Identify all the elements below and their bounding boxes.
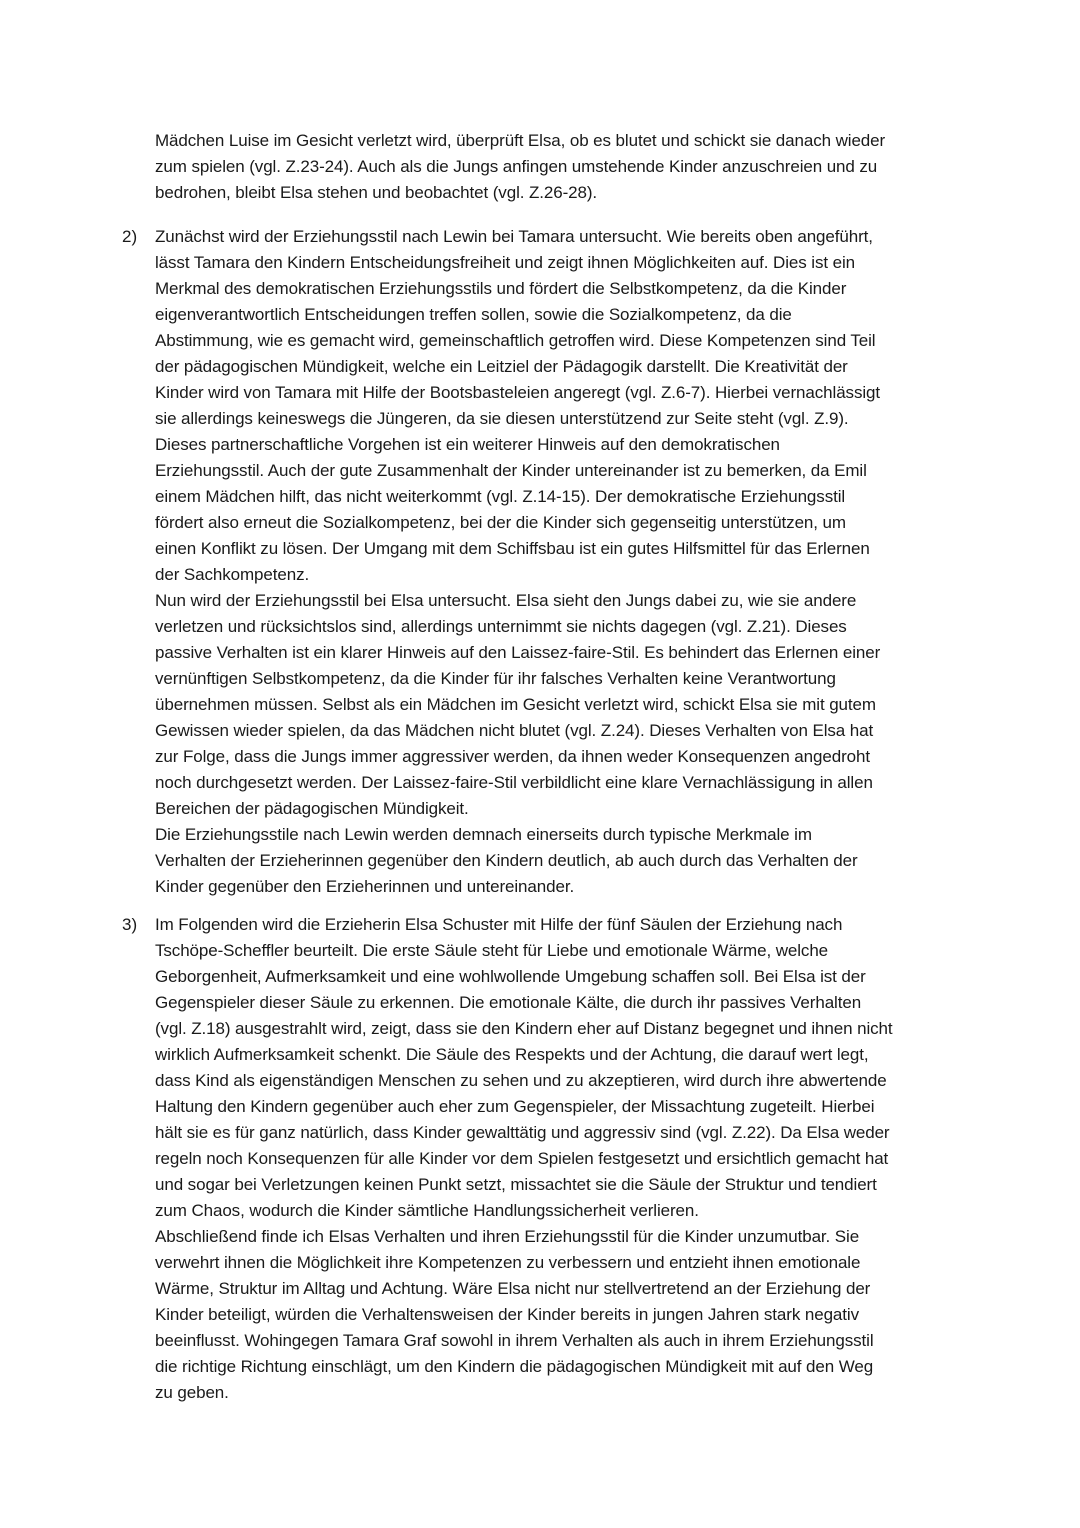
text-line: Bereichen der pädagogischen Mündigkeit. bbox=[155, 799, 469, 818]
text-line: Kinder gegenüber den Erzieherinnen und untereinander. bbox=[155, 877, 575, 896]
text-line: bedrohen, bleibt Elsa stehen und beobachtet (vgl. Z.26-28). bbox=[155, 183, 598, 202]
text-line: beeinflusst. Wohingegen Tamara Graf sowohl in ihrem Verhalten als auch in ihrem Erziehungsstil bbox=[155, 1331, 874, 1350]
text-line: Im Folgenden wird die Erzieherin Elsa Schuster mit Hilfe der fünf Säulen der Erziehung nach bbox=[155, 915, 843, 934]
section-3-number: 3) bbox=[122, 915, 138, 934]
text-line: Abschließend finde ich Elsas Verhalten und ihren Erziehungsstil für die Kinder unzumutbar. Sie bbox=[155, 1227, 860, 1246]
text-line: verwehrt ihnen die Möglichkeit ihre Kompetenzen zu verbessern und entzieht ihnen emotionale bbox=[155, 1253, 861, 1272]
text-line: der pädagogischen Mündigkeit, welche ein Leitziel der Pädagogik darstellt. Die Kreativität der bbox=[155, 357, 848, 376]
text-line: zum spielen (vgl. Z.23-24). Auch als die Jungs anfingen umstehende Kinder anzuschreien und zu bbox=[155, 157, 878, 176]
text-line: regeln noch Konsequenzen für alle Kinder vor dem Spielen festgesetzt und ersichtlich gemacht hat bbox=[155, 1149, 889, 1168]
text-line: Nun wird der Erziehungsstil bei Elsa untersucht. Elsa sieht den Jungs dabei zu, wie sie andere bbox=[155, 591, 857, 610]
text-line: Tschöpe-Scheffler beurteilt. Die erste Säule steht für Liebe und emotionale Wärme, welche bbox=[155, 941, 829, 960]
text-line: Zunächst wird der Erziehungsstil nach Lewin bei Tamara untersucht. Wie bereits oben angeführt, bbox=[155, 227, 873, 246]
text-line: einen Konflikt zu lösen. Der Umgang mit dem Schiffsbau ist ein gutes Hilfsmittel für das Erlernen bbox=[155, 539, 870, 558]
intro-paragraph bbox=[155, 128, 955, 206]
text-line: sie allerdings keineswegs die Jüngeren, da sie diesen unterstützend zur Seite steht (vgl. Z.9). bbox=[155, 409, 849, 428]
text-line: zur Folge, dass die Jungs immer aggressiver werden, da ihnen weder Konsequenzen angedroht bbox=[155, 747, 870, 766]
text-line: Kinder beteiligt, würden die Verhaltensweisen der Kinder bereits in jungen Jahren stark negativ bbox=[155, 1305, 859, 1324]
text-line: Kinder wird von Tamara mit Hilfe der Bootsbasteleien angeregt (vgl. Z.6-7). Hierbei vernachlässigt bbox=[155, 383, 881, 402]
text-line: eigenverantwortlich Entscheidungen treffen sollen, sowie die Sozialkompetenz, da die bbox=[155, 305, 792, 324]
section-2-number: 2) bbox=[122, 227, 138, 246]
text-line: hält sie es für ganz natürlich, dass Kinder gewalttätig und aggressiv sind (vgl. Z.22). Da Elsa weder bbox=[155, 1123, 890, 1142]
section-3-paragraph bbox=[155, 912, 955, 1406]
text-line: passive Verhalten ist ein klarer Hinweis auf den Laissez-faire-Stil. Es behindert das Erlernen einer bbox=[155, 643, 881, 662]
text-line: Wärme, Struktur im Alltag und Achtung. Wäre Elsa nicht nur stellvertretend an der Erziehung der bbox=[155, 1279, 871, 1298]
text-line: verletzen und rücksichtslos sind, allerdings unternimmt sie nichts dagegen (vgl. Z.21). Dieses bbox=[155, 617, 847, 636]
text-line: Abstimmung, wie es gemacht wird, gemeinschaftlich getroffen wird. Diese Kompetenzen sind Teil bbox=[155, 331, 876, 350]
text-line: (vgl. Z.18) ausgestrahlt wird, zeigt, dass sie den Kindern eher auf Distanz begegnet und ihnen nicht bbox=[155, 1019, 893, 1038]
text-line: Merkmal des demokratischen Erziehungsstils und fördert die Selbstkompetenz, da die Kinder bbox=[155, 279, 847, 298]
text-line: einem Mädchen hilft, das nicht weiterkommt (vgl. Z.14-15). Der demokratische Erziehungsstil bbox=[155, 487, 846, 506]
text-line: zu geben. bbox=[155, 1383, 229, 1402]
text-line: und sogar bei Verletzungen keinen Punkt setzt, missachtet sie die Säule der Struktur und tendiert bbox=[155, 1175, 877, 1194]
text-line: der Sachkompetenz. bbox=[155, 565, 310, 584]
text-line: die richtige Richtung einschlägt, um den Kindern die pädagogischen Mündigkeit mit auf den Weg bbox=[155, 1357, 874, 1376]
text-line: Erziehungsstil. Auch der gute Zusammenhalt der Kinder untereinander ist zu bemerken, da Emil bbox=[155, 461, 867, 480]
text-line: Gegenspieler dieser Säule zu erkennen. Die emotionale Kälte, die durch ihr passives Verhalten bbox=[155, 993, 862, 1012]
text-line: Geborgenheit, Aufmerksamkeit und eine wohlwollende Umgebung schaffen soll. Bei Elsa ist der bbox=[155, 967, 866, 986]
text-line: wirklich Aufmerksamkeit schenkt. Die Säule des Respekts und der Achtung, die darauf wert legt, bbox=[155, 1045, 869, 1064]
text-line: Verhalten der Erzieherinnen gegenüber den Kindern deutlich, ab auch durch das Verhalten der bbox=[155, 851, 858, 870]
text-line: Gewissen wieder spielen, da das Mädchen nicht blutet (vgl. Z.24). Dieses Verhalten von Elsa hat bbox=[155, 721, 874, 740]
text-line: übernehmen müssen. Selbst als ein Mädchen im Gesicht verletzt wird, schickt Elsa sie mit gutem bbox=[155, 695, 876, 714]
text-line: Mädchen Luise im Gesicht verletzt wird, überprüft Elsa, ob es blutet und schickt sie danach wieder bbox=[155, 131, 886, 150]
text-line: fördert also erneut die Sozialkompetenz, bei der die Kinder sich gegenseitig unterstützen, um bbox=[155, 513, 846, 532]
text-line: zum Chaos, wodurch die Kinder sämtliche Handlungssicherheit verlieren. bbox=[155, 1201, 699, 1220]
text-line: dass Kind als eigenständigen Menschen zu sehen und zu akzeptieren, wird durch ihre abwertende bbox=[155, 1071, 887, 1090]
text-line: Die Erziehungsstile nach Lewin werden demnach einerseits durch typische Merkmale im bbox=[155, 825, 812, 844]
text-line: Dieses partnerschaftliche Vorgehen ist ein weiterer Hinweis auf den demokratischen bbox=[155, 435, 780, 454]
text-line: vernünftigen Selbstkompetenz, da die Kinder für ihr falsches Verhalten keine Verantwortung bbox=[155, 669, 836, 688]
text-line: Haltung den Kindern gegenüber auch eher zum Gegenspieler, der Missachtung zugeteilt. Hierbei bbox=[155, 1097, 875, 1116]
section-2-paragraph bbox=[155, 224, 955, 900]
text-line: noch durchgesetzt werden. Der Laissez-faire-Stil verbildlicht eine klare Vernachlässigung in allen bbox=[155, 773, 873, 792]
text-line: lässt Tamara den Kindern Entscheidungsfreiheit und zeigt ihnen Möglichkeiten auf. Dies ist ein bbox=[155, 253, 855, 272]
